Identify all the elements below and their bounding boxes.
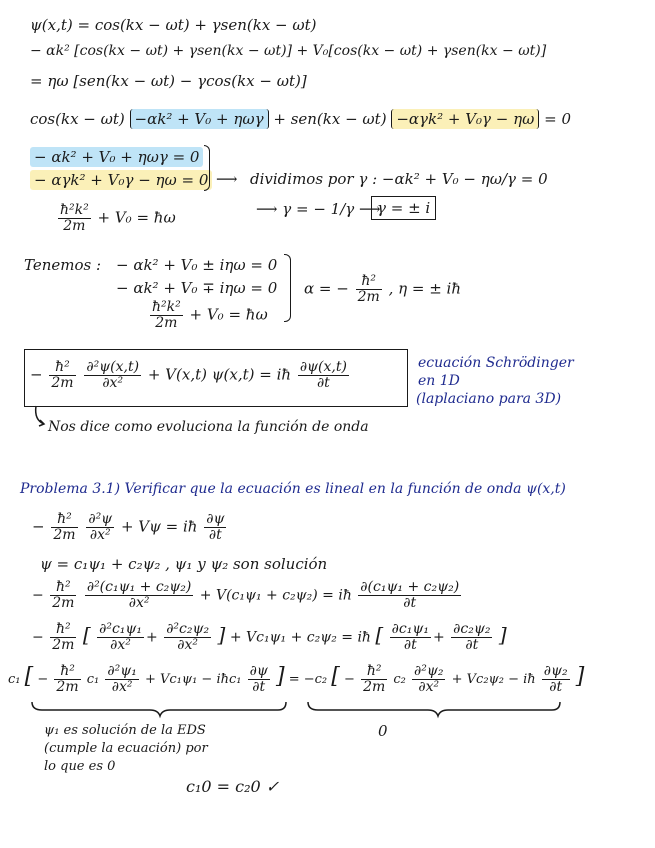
hbar-squared: ħ² (50, 622, 76, 638)
d2-psi2: ∂²ψ₂ (414, 663, 444, 679)
minus-sign: − (30, 365, 43, 384)
minus-sign: − (344, 672, 355, 687)
summary-eq-1: − αk² + V₀ ± iηω = 0 (116, 256, 278, 274)
c1-factor: c₁ (8, 672, 21, 687)
d-psi2: ∂ψ₂ (543, 663, 568, 679)
d-combination: ∂(c₁ψ₁ + c₂ψ₂) (360, 579, 460, 595)
dx2: ∂x² (128, 595, 150, 611)
superposition-statement: ψ = c₁ψ₁ + c₂ψ₂ , ψ₁ y ψ₂ son solución (40, 555, 328, 573)
eta-text: , η = ± iħ (388, 279, 461, 298)
hbar-squared: ħ² (50, 580, 76, 596)
two-m: 2m (53, 527, 76, 543)
d2-psi: ∂²ψ(x,t) (86, 359, 140, 375)
d-psi1: ∂ψ (249, 663, 268, 679)
open-bracket: [ (82, 622, 91, 647)
energy-rest: + V₀ = ħω (97, 208, 176, 227)
d2-combination: ∂²(c₁ψ₁ + c₂ψ₂) (86, 579, 192, 595)
final-result (186, 778, 279, 796)
dt: ∂t (403, 595, 417, 611)
term-d-den: ∂t (465, 637, 479, 653)
close-bracket: ] (217, 622, 226, 647)
dx2: ∂x² (102, 375, 124, 391)
minus-sign: − (32, 587, 44, 604)
potential-combination: + V(c₁ψ₁ + c₂ψ₂) = iħ (199, 587, 352, 604)
d-psi: ∂ψ (206, 511, 225, 527)
c1-inner: c₁ (86, 672, 100, 687)
alpha-denominator: 2m (357, 289, 380, 305)
substituted-equation: − αk² [cos(kx − ωt) + γsen(kx − ωt)] + V₀[cos(kx − ωt) + γsen(kx − ωt)] (30, 43, 547, 59)
linear-middle: + Vc₁ψ₁ + c₂ψ₂ = iħ (229, 629, 371, 646)
alpha-label: α = − (304, 279, 349, 298)
two-m: 2m (56, 679, 79, 695)
hbar-squared: ħ² (49, 360, 75, 376)
energy-denominator: 2m (63, 218, 86, 234)
dt: ∂t (208, 527, 222, 543)
arrow-icon: ⟶ (216, 170, 238, 188)
term-c-den: ∂t (403, 637, 417, 653)
alpha-numerator: ħ² (356, 274, 382, 290)
two-m: 2m (363, 679, 386, 695)
dividing-step: dividimos por γ : −αk² + V₀ − ηω/γ = 0 (250, 170, 548, 188)
cos-coefficient: −αk² + V₀ + ηωγ (130, 109, 269, 129)
term-b-num: ∂²c₂ψ₂ (166, 621, 210, 637)
check-icon: ✓ (265, 777, 280, 796)
term-a-den: ∂x² (110, 637, 131, 653)
final-equation: c₁0 = c₂0 (186, 777, 261, 796)
minus-sign: − (37, 672, 49, 687)
blue-eq-text: − αk² + V₀ + ηωγ = 0 (30, 147, 203, 167)
hbar-squared: ħ² (51, 512, 77, 528)
dx2: ∂x² (418, 679, 440, 695)
equals-zero: = 0 (544, 110, 572, 128)
gamma-result-box: γ = ± i (371, 196, 436, 220)
two-m: 2m (52, 595, 75, 611)
dx2: ∂x² (111, 679, 133, 695)
sin-factor: + sen(kx − ωt) (273, 110, 387, 128)
d-psi: ∂ψ(x,t) (299, 359, 347, 375)
d2-psi: ∂²ψ (88, 511, 113, 527)
close-bracket: ] (575, 664, 585, 689)
term-b-den: ∂x² (177, 637, 199, 653)
tenemos-label: Tenemos : (24, 256, 102, 274)
problem-title: Problema 3.1) Verificar que la ecuación es lineal en la función de onda ψ(x,t) (20, 481, 566, 497)
summary-denominator: 2m (155, 315, 178, 331)
note-line-b: (cumple la ecuación) por (44, 741, 208, 756)
schrodinger-note-1: ecuación Schrödinger (418, 355, 574, 371)
summary-rest: + V₀ = ħω (189, 305, 268, 324)
c2-inner: c₂ (393, 672, 406, 687)
energy-numerator: ħ²k² (60, 202, 89, 218)
note-line-c: lo que es 0 (44, 759, 116, 774)
two-m: 2m (51, 375, 74, 391)
gamma-derivation: ⟶ γ = − 1/γ ⟶ (256, 200, 381, 218)
term-a-num: ∂²c₁ψ₁ (99, 621, 142, 637)
dt: ∂t (316, 375, 330, 391)
dt: ∂t (252, 679, 266, 695)
psi2-rest: + Vc₂ψ₂ − iħ (451, 672, 536, 687)
hbar-squared: ħ² (54, 664, 80, 680)
minus-sign: − (32, 629, 44, 646)
open-bracket: [ (331, 664, 340, 689)
wavefunction-definition: ψ(x,t) = cos(kx − ωt) + γsen(kx − ωt) (30, 16, 317, 34)
term-d-num: ∂c₂ψ₂ (453, 621, 491, 637)
schrodinger-note-3: (laplaciano para 3D) (416, 391, 562, 407)
potential-term: + Vψ = iħ (120, 517, 198, 536)
open-bracket: [ (375, 622, 384, 647)
term-c-num: ∂c₁ψ₁ (391, 621, 429, 637)
yellow-eq-text: − αγk² + V₀γ − ηω = 0 (30, 170, 212, 190)
open-bracket: [ (24, 664, 34, 689)
sin-coefficient: −αγk² + V₀γ − ηω (391, 109, 539, 129)
two-m: 2m (52, 637, 75, 653)
note-line-a: ψ₁ es solución de la EDS (44, 723, 206, 738)
summary-eq-2: − αk² + V₀ ∓ iηω = 0 (116, 279, 278, 297)
cos-factor: cos(kx − ωt) (30, 110, 125, 128)
hbar-squared: ħ² (361, 664, 387, 680)
schrodinger-note-2: en 1D (418, 373, 460, 389)
close-bracket: ] (498, 622, 507, 647)
time-derivative-term: = ηω [sen(kx − ωt) − γcos(kx − ωt)] (30, 72, 307, 90)
summary-numerator: ħ²k² (152, 299, 181, 315)
evolution-note: Nos dice como evoluciona la función de onda (48, 419, 369, 435)
psi1-rest: + Vc₁ψ₁ − iħc₁ (144, 672, 242, 687)
close-bracket: ] (275, 664, 285, 689)
potential-term: + V(x,t) ψ(x,t) = iħ (147, 365, 292, 384)
problem-eq-4: − $\frac{\text{ħ²}}{2m}$ [ $\frac{\text{∂²c₁ψ₁}}{\text{∂x²}}$ + $\frac{\text{∂²c₂ψ₂}}{\text{∂x²}}$ ] + Vc₁ψ₁ + c₂ψ₂ = iħ [ $\frac{\text{∂c₁ψ₁}}{\partial t}$ + $\frac{\text{∂c₂ψ₂}}{\partial t}$ ] (32, 621, 507, 653)
dx2: ∂x² (89, 527, 111, 543)
zero-result: 0 (378, 722, 388, 740)
d2-psi1: ∂²ψ₁ (107, 663, 137, 679)
equals-minus-c2: = −c₂ (288, 672, 328, 687)
dt: ∂t (549, 679, 563, 695)
minus-sign: − (32, 517, 45, 536)
